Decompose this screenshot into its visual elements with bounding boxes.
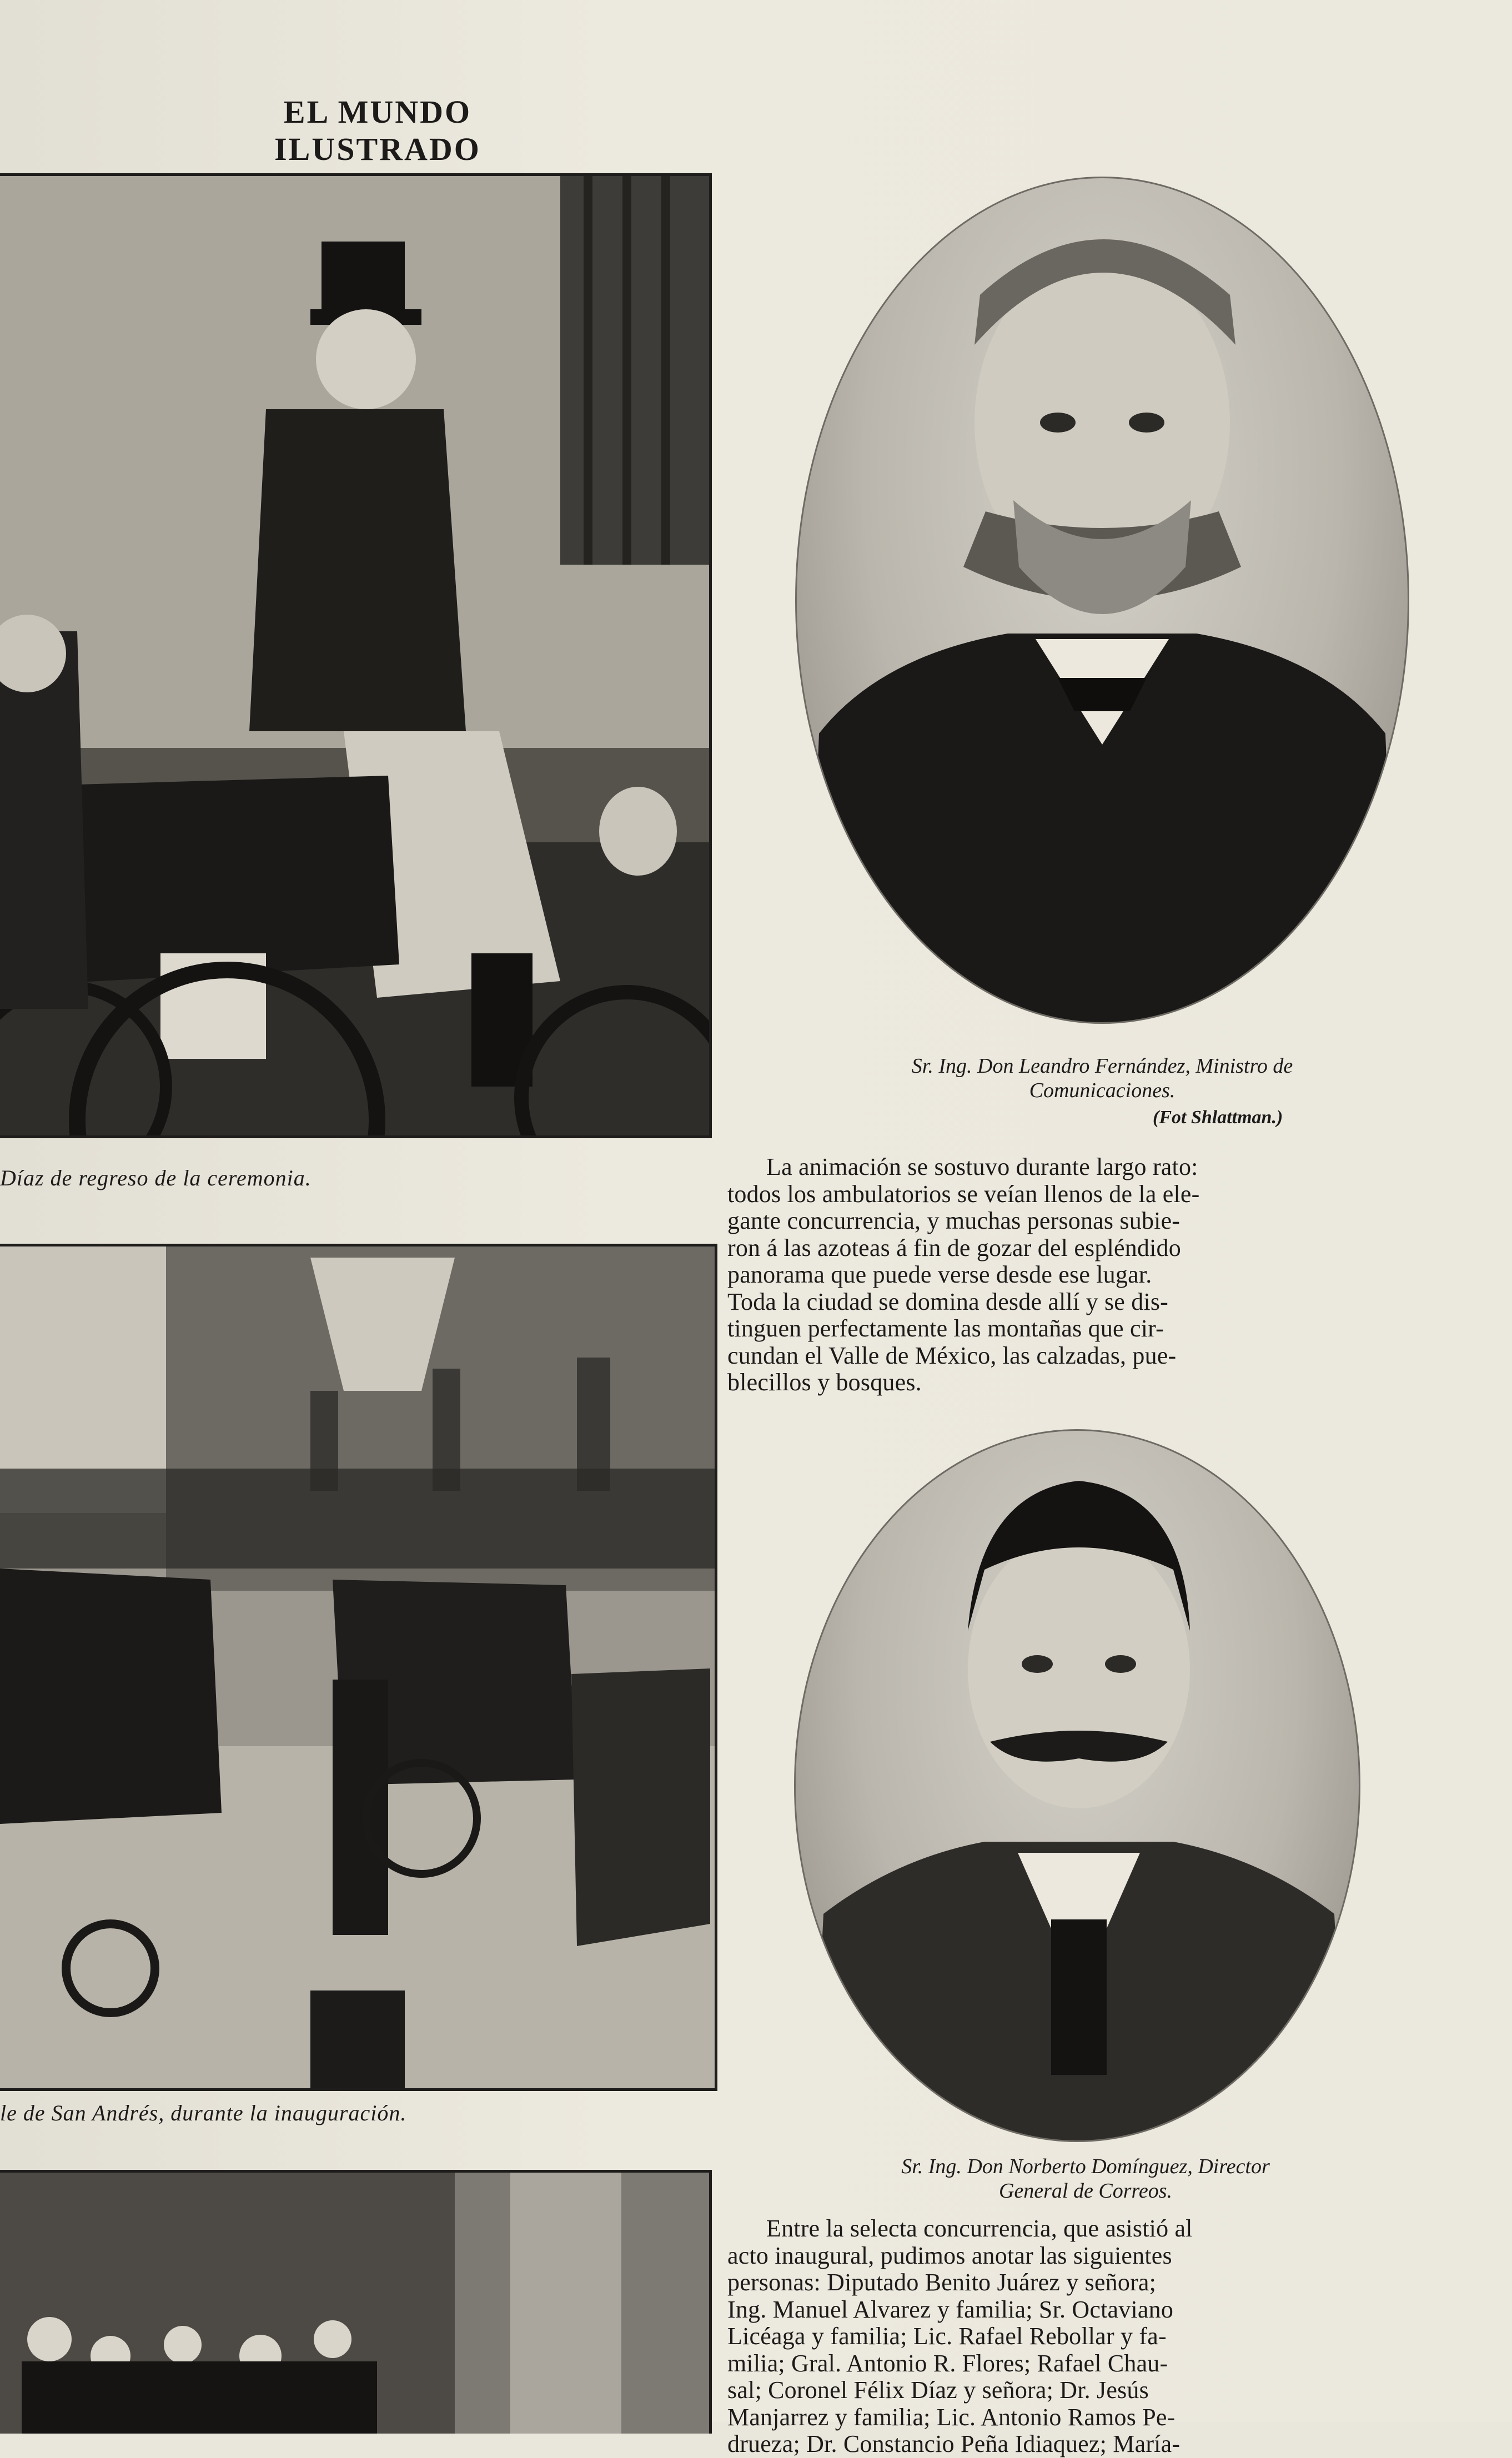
top-photo-caption: Díaz de regreso de la ceremonia. [0,1165,312,1190]
portrait-fernandez-credit: (Fot Shlattman.) [1153,1107,1283,1128]
street-illustration [0,1246,715,2088]
article-paragraph-2: Entre la selecta concurrencia, que asistió al acto inaugural, pudimos anotar las siguientes personas: Diputado Benito Juárez y señora; Ing. Manuel Alvarez y familia; Sr. Octaviano Licéaga y familia; Lic. Rafael Rebollar y fa- milia; Gral. Antonio R. Flores; Rafael Chau- sal; Coronel Félix Díaz y señora; Dr. Jesús Manjarrez y familia; Lic. Antonio Ramos Pe- drueza; Dr. Constancio Peña Idiaquez; María- [727,2215,1193,2457]
portrait-dominguez-figure [796,1431,1359,2140]
portrait-fernandez-figure [797,178,1408,1022]
portrait-dominguez [794,1429,1360,2142]
article-paragraph-1: La animación se sostuvo durante largo rato: todos los ambulatorios se veían llenos de la ele- gante concurrencia, y muchas personas subie- ron á las azoteas á fin de gozar del espléndido panorama que puede verse desde ese lugar. Toda la ciudad se domina desde allí y se dis- tinguen perfectamente las montañas que cir- cundan el Valle de México, las calzadas, pue- blecillos y bosques. [727,1153,1200,1396]
portrait-dominguez-caption: Sr. Ing. Don Norberto Domínguez, Director General de Correos. [901,2155,1270,2203]
portrait-fernandez-caption: Sr. Ing. Don Leandro Fernández, Ministro de Comunicaciones. [911,1054,1293,1102]
carriage-illustration [0,176,709,1135]
middle-photo-caption: le de San Andrés, durante la inauguración. [0,2100,407,2125]
carriage-photo [0,173,712,1138]
crowd-illustration [0,2173,709,2434]
page-header: EL MUNDO ILUSTRADO [194,93,561,175]
crowd-photo [0,2170,712,2434]
street-photo [0,1244,717,2091]
portrait-fernandez [795,177,1409,1024]
